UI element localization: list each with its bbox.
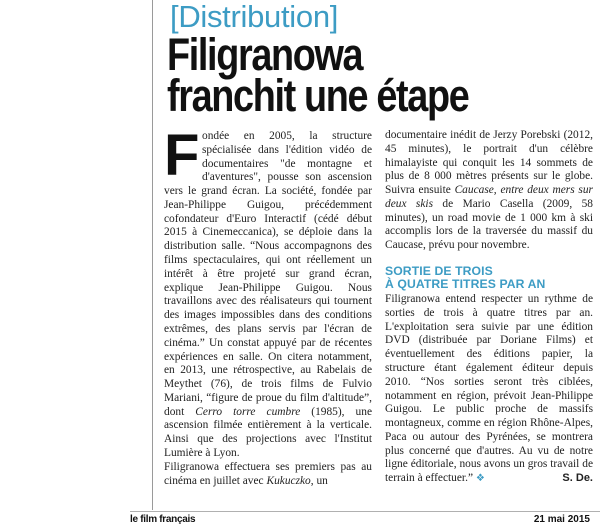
- end-mark-icon: ❖: [475, 473, 485, 485]
- article-column-2: [385, 129, 593, 486]
- column-divider: [152, 0, 153, 510]
- paragraph-4-text: Filigranowa entend respecter un rythme de sorties de trois à quatre titres par an. L'exploitation sera suivie par une édition DVD (distribuée par Doriane Films) et éventuellement des éditions papier, la structure étant également éditeur depuis 2010. “Nos sorties seront très ciblées, notamment en région, prévoit Jean-Philippe Guigou. Le public proche de massifs montagneux, comme en région Rhône-Alpes, Paca ou autour des Pyrénées, se montrera plus concerné que d'autres. Au vu de notre ligne éditoriale, nous avons un gros travail de terrain à effectuer.”: [385, 293, 593, 485]
- film-title-caucase: Caucase, entre deux mers sur deux skis: [385, 184, 593, 210]
- section-label: [Distribution]: [170, 0, 339, 34]
- footer-rule: [130, 511, 600, 512]
- publication-name: le film français: [130, 514, 196, 525]
- paragraph-1: [164, 123, 372, 461]
- paragraph-3-outro: de Mario Casella (2009, 58 minutes), un road movie de 1 000 km à ski accomplis lors de la traversée du massif du Caucase, prévu pour novembre.: [385, 197, 594, 252]
- paragraph-1-outro: (1985), une ascension filmée entièrement à la verticale. Ainsi que des projections avec l'Institut Lumière à Lyon.: [164, 405, 372, 459]
- author-signature: S. De.: [562, 472, 593, 485]
- paragraph-4: [385, 293, 593, 486]
- headline-line-1: Filigranowa: [167, 29, 363, 80]
- subheading: [385, 265, 593, 291]
- subheading-line-1: SORTIE DE TROIS: [385, 264, 493, 279]
- headline-line-2: franchit une étape: [167, 70, 469, 121]
- paragraph-3: [385, 129, 593, 253]
- film-title-kukuczko: Kukuczko: [266, 474, 311, 487]
- article-column-1: [164, 123, 372, 488]
- film-title-cerro-torre: Cerro torre cumbre: [195, 405, 301, 418]
- issue-date: 21 mai 2015: [533, 514, 590, 525]
- paragraph-2-outro: , un: [310, 474, 328, 487]
- headline: [167, 29, 469, 121]
- paragraph-2: [164, 461, 372, 489]
- paragraph-1-intro: ondée en 2005, la structure spécialisée dans l'édition vidéo de documentaires "de montagne et d'aventures", pousse son ascension vers le grand écran. La société, fondée par Jean-Philippe Guigou, précédemment cofondateur d'Euro Interactif (cédé début 2015 à Cinemeccanica), se déploie dans la distribution salle. “Nous accompagnons des films spectaculaires, qui ont réellement un intérêt à être projeté sur grand écran, explique Jean-Philippe Guigou. Nous travaillons avec des réalisateurs qui tournent des images impossibles dans des conditions extrêmes, des plans servis par l'écran de cinéma.” Un constat appuyé par de récentes expériences en salle. On citera notamment, en 2013, une rétrospective, au Rabelais de Meythet (76), de trois films de Fulvio Mariani, “figure de proue du film d'altitude”, dont: [164, 130, 372, 418]
- dropcap: F: [164, 123, 200, 188]
- paragraph-2-intro: Filigranowa effectuera ses premiers pas au cinéma en juillet avec: [164, 460, 372, 487]
- paragraph-3-intro: documentaire inédit de Jerzy Porebski (2012, 45 minutes), le portrait d'un célèbre himalayiste qui conquit les 14 sommets de plus de 8 000 mètres présents sur le globe. Suivra ensuite: [385, 129, 593, 197]
- subheading-line-2: À QUATRE TITRES PAR AN: [385, 277, 546, 292]
